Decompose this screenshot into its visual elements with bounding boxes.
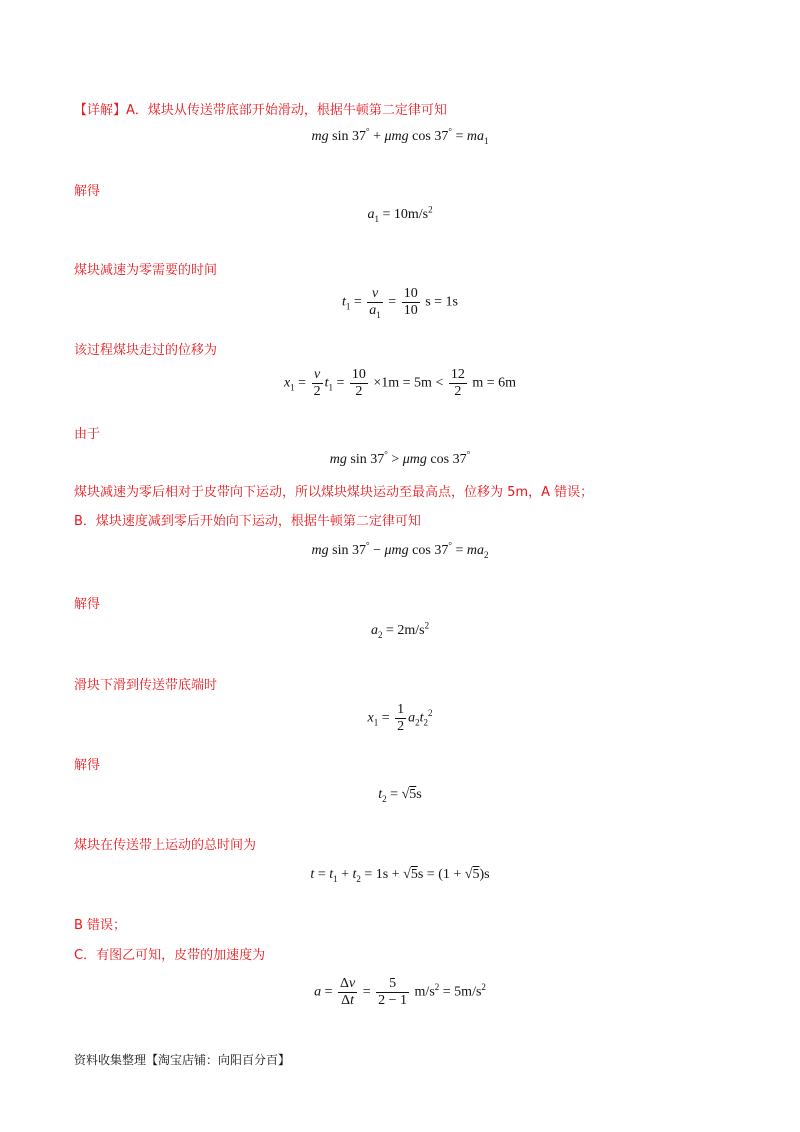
paragraph-slide-bottom: 滑块下滑到传送带底端时 bbox=[74, 678, 218, 693]
equation-a1: $a_1 = 10m/s^2$ bbox=[367, 204, 433, 224]
equation-x1: $x_1$ = $\frac{v}{2}$ $t_1$ = $\frac{10}{2}$ ×1m = 5m < $\frac{12}{2}$ m = 6m bbox=[283, 367, 517, 399]
paragraph-solve-3: 解得 bbox=[74, 758, 101, 773]
equation-t-total: $t = t_1 + t_2 = 1s + √5s = (1 + √5)s$ bbox=[310, 867, 490, 884]
equation-newton-up: mg sin 37° + μmg $\cos 37^\circ = ma_1$ bbox=[311, 126, 489, 146]
equation-inequality: mg sin 37° > μmg cos 37° bbox=[329, 449, 471, 467]
equation-t2: $t_2 = √5s$ bbox=[378, 787, 422, 804]
footer-source: 资料收集整理【淘宝店铺：向阳百分百】 bbox=[74, 1053, 291, 1067]
paragraph-detail-c: C．有图乙可知，皮带的加速度为 bbox=[74, 948, 266, 963]
paragraph-conclusion-b: B 错误； bbox=[74, 918, 127, 933]
equation-newton-down: mg sin 37° − μmg $\cos 37^\circ = ma_2$ bbox=[311, 540, 489, 560]
paragraph-because: 由于 bbox=[74, 427, 101, 442]
paragraph-solve-2: 解得 bbox=[74, 597, 101, 612]
paragraph-total-time: 煤块在传送带上运动的总时间为 bbox=[74, 838, 257, 853]
equation-a2: $a_2 = 2m/s^2$ bbox=[370, 620, 430, 640]
paragraph-decel-time: 煤块减速为零需要的时间 bbox=[74, 263, 218, 278]
paragraph-detail-a: 【详解】A．煤块从传送带底部开始滑动，根据牛顿第二定律可知 bbox=[74, 103, 447, 118]
paragraph-solve-1: 解得 bbox=[74, 184, 101, 199]
equation-t1: $t_1$ = $\frac{v}{a_1}$ = $\frac{10}{10}$ s = 1s bbox=[342, 286, 458, 320]
equation-belt-accel: a = $\frac{\Delta v}{\Delta t}$ = $\frac{5}{2 - 1}$ $m/s^2 = 5m/s^2$ bbox=[314, 976, 486, 1008]
paragraph-conclusion-a: 煤块减速为零后相对于皮带向下运动，所以煤块煤块运动至最高点，位移为 5m，A 错误； bbox=[74, 485, 594, 500]
equation-x1-down: $x_1$ = $\frac{1}{2}$ $a_2t_2^2$ bbox=[367, 702, 433, 734]
paragraph-displacement: 该过程煤块走过的位移为 bbox=[74, 343, 218, 358]
paragraph-detail-b: B．煤块速度减到零后开始向下运动，根据牛顿第二定律可知 bbox=[74, 514, 421, 529]
